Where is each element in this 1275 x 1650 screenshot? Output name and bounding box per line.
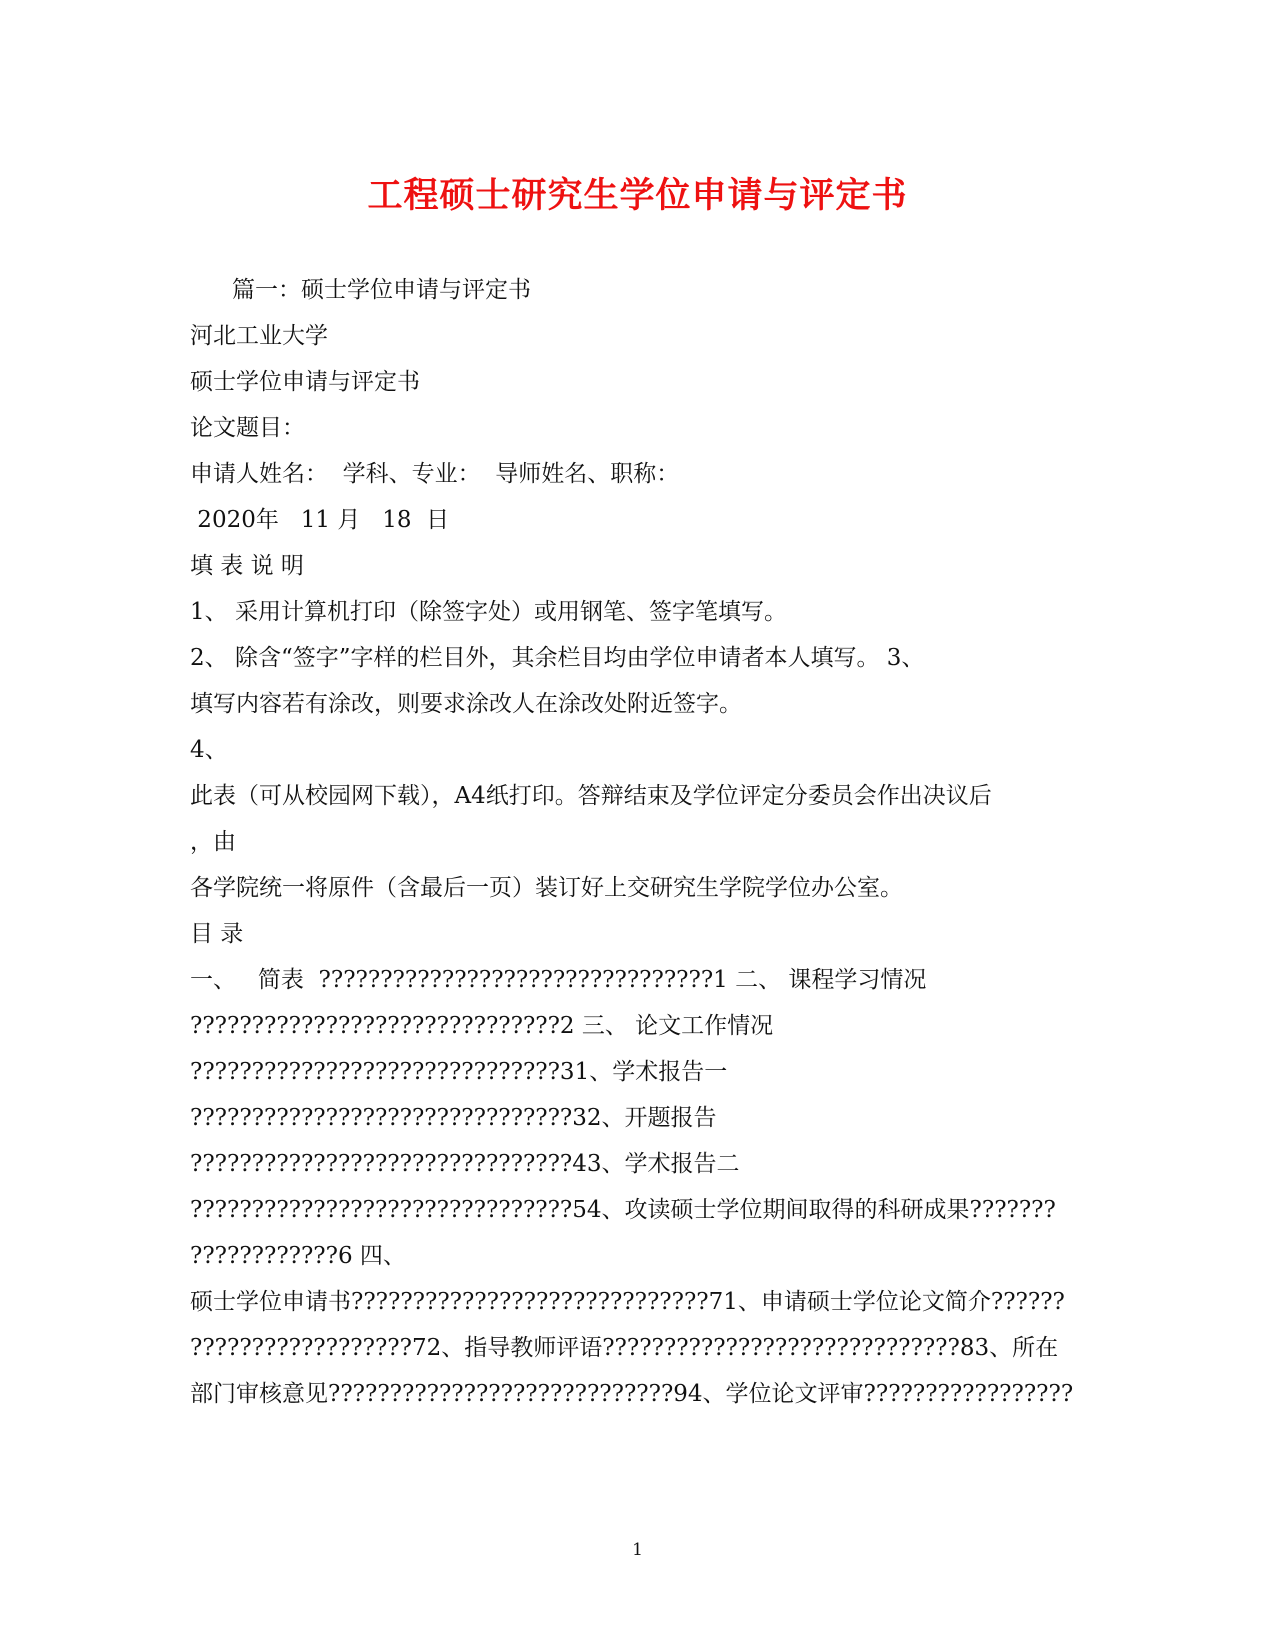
- toc-line: 硕士学位申请书?????????????????????????????71、申请硕士学位论文简介??????: [190, 1289, 1065, 1315]
- form-name: 硕士学位申请与评定书: [190, 369, 420, 395]
- instruction-4: 此表（可从校园网下载），A4纸打印。答辩结束及学位评定分委员会作出决议后: [190, 783, 992, 809]
- instruction-2: 2、 除含“签字”字样的栏目外，其余栏目均由学位申请者本人填写。 3、: [190, 645, 925, 671]
- toc-line: 部门审核意见????????????????????????????94、学位论文评审?????????????????: [190, 1381, 1074, 1407]
- page-number: 1: [632, 1540, 643, 1560]
- thesis-title-label: 论文题目：: [190, 415, 305, 441]
- toc-line: ???????????????????????????????54、攻读硕士学位期间取得的科研成果???????: [190, 1197, 1056, 1223]
- toc-line: ????????????6 四、: [190, 1243, 406, 1269]
- toc-line: ??????????????????????????????2 三、 论文工作情况: [190, 1013, 774, 1039]
- instruction-4-cont: ，由: [190, 829, 236, 855]
- toc-line: 一、 简表 ????????????????????????????????1 二、 课程学习情况: [190, 967, 927, 993]
- toc-line: ??????????????????????????????31、学术报告一: [190, 1059, 728, 1085]
- section-heading: 篇一：硕士学位申请与评定书: [232, 277, 531, 303]
- toc-line: ???????????????????????????????43、学术报告二: [190, 1151, 740, 1177]
- university-name: 河北工业大学: [190, 323, 328, 349]
- instruction-1: 1、 采用计算机打印（除签字处）或用钢笔、签字笔填写。: [190, 599, 787, 625]
- applicant-info-labels: 申请人姓名： 学科、专业： 导师姓名、职称：: [190, 461, 680, 487]
- date-line: 2020年 11 月 18 日: [190, 507, 450, 533]
- instruction-3: 填写内容若有涂改，则要求涂改人在涂改处附近签字。: [190, 691, 742, 717]
- toc-line: ???????????????????????????????32、开题报告: [190, 1105, 717, 1131]
- instruction-4-end: 各学院统一将原件（含最后一页）装订好上交研究生学院学位办公室。: [190, 875, 903, 901]
- toc-heading: 目 录: [190, 921, 244, 947]
- toc-line: ??????????????????72、指导教师评语?????????????????????????????83、所在: [190, 1335, 1059, 1361]
- document-title: 工程硕士研究生学位申请与评定书: [367, 175, 908, 216]
- instructions-heading: 填 表 说 明: [190, 553, 304, 579]
- instruction-4-number: 4、: [190, 737, 228, 763]
